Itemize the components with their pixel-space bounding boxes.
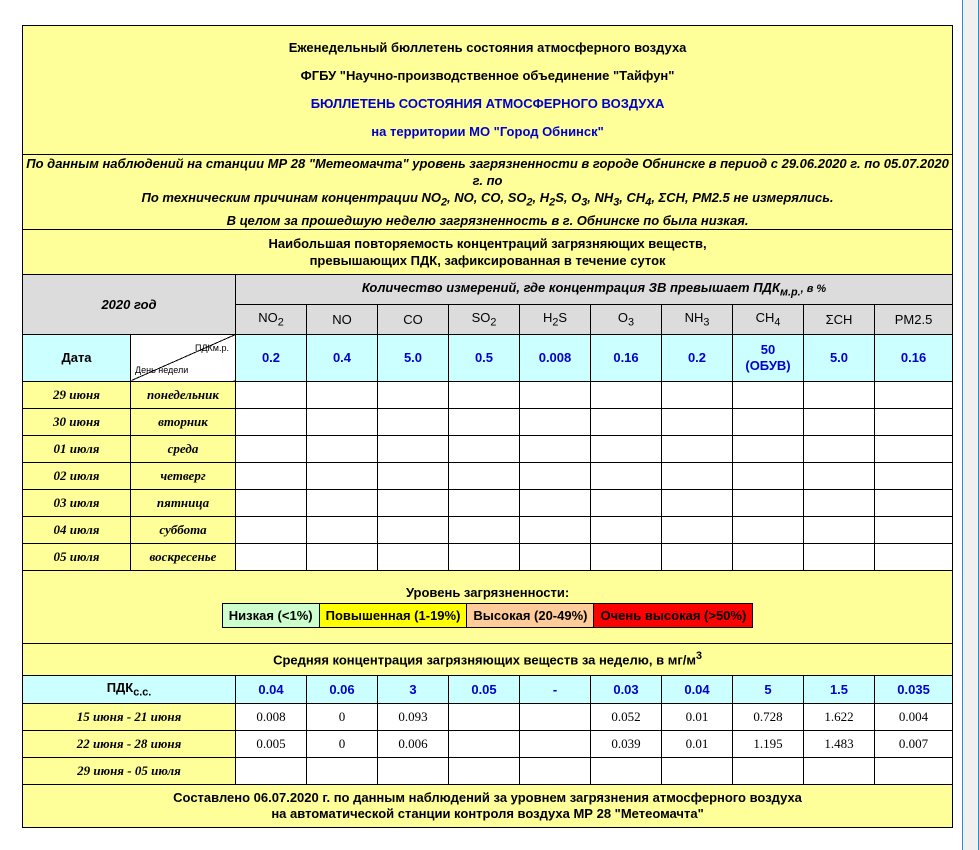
day-cell <box>875 489 953 516</box>
weekly-value: 0.007 <box>875 730 953 757</box>
day-cell <box>449 435 520 462</box>
weekly-value <box>804 757 875 784</box>
weekly-period: 29 июня - 05 июля <box>23 757 236 784</box>
header-title: БЮЛЛЕТЕНЬ СОСТОЯНИЯ АТМОСФЕРНОГО ВОЗДУХА <box>310 96 665 111</box>
day-cell <box>875 381 953 408</box>
date-label: Дата <box>23 334 131 381</box>
day-cell <box>378 543 449 570</box>
weekly-value: 0.01 <box>662 730 733 757</box>
day-cell <box>662 435 733 462</box>
weekly-value: 1.195 <box>733 730 804 757</box>
level-cell <box>23 570 953 643</box>
weekly-value <box>520 757 591 784</box>
pdk-ss-label-sub: с.с. <box>133 686 152 699</box>
day-row <box>23 462 953 489</box>
summary-cell <box>23 155 953 230</box>
weekly-value <box>449 730 520 757</box>
weekly-title-text: Средняя концентрация загрязняющих веществ за неделю, в мг/м <box>273 652 696 668</box>
day-cell <box>378 435 449 462</box>
level-high: Высокая (20-49%) <box>467 604 594 628</box>
day-weekday: пятница <box>131 489 236 516</box>
weekly-value <box>591 757 662 784</box>
day-cell <box>236 543 307 570</box>
day-cell <box>733 435 804 462</box>
day-cell <box>662 516 733 543</box>
count-title-sub: м.р. <box>779 286 801 299</box>
weekly-value <box>449 757 520 784</box>
day-cell <box>236 435 307 462</box>
day-row <box>23 543 953 570</box>
pdk-mr-nh3: 0.2 <box>662 334 733 381</box>
day-row <box>23 435 953 462</box>
day-weekday: среда <box>131 435 236 462</box>
weekday-label: День недели <box>135 364 189 375</box>
day-cell <box>804 516 875 543</box>
day-cell <box>875 516 953 543</box>
weekly-value: 0.01 <box>662 703 733 730</box>
day-cell <box>520 408 591 435</box>
weekly-value: 0.005 <box>236 730 307 757</box>
day-cell <box>875 408 953 435</box>
day-cell <box>804 435 875 462</box>
day-cell <box>804 489 875 516</box>
col-o3: $O_3$ <box>591 304 662 334</box>
pdk-ss-no2: 0.04 <box>236 675 307 703</box>
col-ch4: $CH_4$ <box>733 304 804 334</box>
day-cell <box>733 462 804 489</box>
pdk-ss-sum-ch: 1.5 <box>804 675 875 703</box>
day-cell <box>449 381 520 408</box>
weekly-value: 0.728 <box>733 703 804 730</box>
day-cell <box>804 462 875 489</box>
weekly-value: 1.483 <box>804 730 875 757</box>
header-line-1: Еженедельный бюллетень состояния атмосферного воздуха <box>288 40 687 55</box>
weekly-value <box>378 757 449 784</box>
day-cell <box>804 381 875 408</box>
day-cell <box>662 462 733 489</box>
day-weekday: понедельник <box>131 381 236 408</box>
weekly-value <box>875 757 953 784</box>
day-cell <box>307 462 378 489</box>
day-row <box>23 489 953 516</box>
day-cell <box>236 489 307 516</box>
day-date: 29 июня <box>23 381 131 408</box>
day-cell <box>378 408 449 435</box>
weekly-value: 0 <box>307 730 378 757</box>
recurrence-title-line-2: превышающих ПДК, зафиксированная в течение суток <box>309 252 666 268</box>
pdk-ss-ch4: 5 <box>733 675 804 703</box>
day-date: 30 июня <box>23 408 131 435</box>
weekly-row <box>23 730 953 757</box>
pdk-ss-pm25: 0.035 <box>875 675 953 703</box>
pdk-mr-sum-ch: 5.0 <box>804 334 875 381</box>
weekly-value: 0.004 <box>875 703 953 730</box>
day-cell <box>449 462 520 489</box>
day-date: 02 июля <box>23 462 131 489</box>
day-cell <box>378 462 449 489</box>
weekly-value <box>236 757 307 784</box>
footer-cell <box>23 784 953 827</box>
pdk-ss-o3: 0.03 <box>591 675 662 703</box>
pdk-mr-ch4-value: 50 <box>760 341 776 357</box>
day-cell <box>236 516 307 543</box>
year-cell: 2020 год <box>23 274 236 334</box>
day-cell <box>520 489 591 516</box>
day-cell <box>520 435 591 462</box>
pdk-mr-label: ПДКм.р. <box>194 342 229 353</box>
count-title <box>236 274 953 304</box>
level-elevated: Повышенная (1-19%) <box>319 604 467 628</box>
day-weekday: воскресенье <box>131 543 236 570</box>
day-cell <box>591 381 662 408</box>
weekly-value <box>520 703 591 730</box>
day-cell <box>591 408 662 435</box>
col-nh3: $NH_3$ <box>662 304 733 334</box>
weekly-value: 0 <box>307 703 378 730</box>
weekly-value: 0.052 <box>591 703 662 730</box>
weekly-value: 0.006 <box>378 730 449 757</box>
footer-line-2: на автоматической станции контроля воздуха МР 28 "Метеомачта" <box>271 805 704 821</box>
pdk-mr-pm25: 0.16 <box>875 334 953 381</box>
summary-line-1: По данным наблюдений на станции МР 28 "Метеомачта" уровень загрязненности в городе Обнинске в период с 29.06.2020 г. по 05.07.2020 г. по <box>26 156 949 188</box>
day-cell <box>520 381 591 408</box>
day-cell <box>804 543 875 570</box>
footer-line-1: Составлено 06.07.2020 г. по данным наблюдений за уровнем загрязнения атмосферного воздуха <box>173 789 802 805</box>
pdk-ss-label <box>23 675 236 703</box>
weekly-period: 22 июня - 28 июня <box>23 730 236 757</box>
day-cell <box>378 516 449 543</box>
day-date: 05 июля <box>23 543 131 570</box>
day-cell <box>520 516 591 543</box>
weekly-title-sup: 3 <box>695 650 702 663</box>
pdk-mr-no: 0.4 <box>307 334 378 381</box>
level-low: Низкая (<1%) <box>222 604 319 628</box>
weekly-value <box>449 703 520 730</box>
day-cell <box>307 381 378 408</box>
pdk-ss-no: 0.06 <box>307 675 378 703</box>
day-cell <box>236 462 307 489</box>
col-h2s: $H_2S$ <box>520 304 591 334</box>
day-cell <box>307 489 378 516</box>
col-pm25: PM2.5 <box>875 304 953 334</box>
level-title: Уровень загрязненности: <box>405 585 570 601</box>
pdk-mr-so2: 0.5 <box>449 334 520 381</box>
day-cell <box>236 381 307 408</box>
recurrence-title-line-1: Наибольшая повторяемость концентраций загрязняющих веществ, <box>268 235 707 251</box>
weekly-value: 1.622 <box>804 703 875 730</box>
pdk-ss-label-text: ПДК <box>106 679 134 695</box>
day-row <box>23 408 953 435</box>
day-cell <box>307 408 378 435</box>
day-cell <box>378 381 449 408</box>
level-very-high: Очень высокая (>50%) <box>594 604 753 628</box>
day-cell <box>236 408 307 435</box>
weekly-row <box>23 703 953 730</box>
col-co: CO <box>378 304 449 334</box>
day-cell <box>449 543 520 570</box>
weekly-value <box>520 730 591 757</box>
weekly-value <box>733 757 804 784</box>
day-cell <box>520 543 591 570</box>
summary-line-2-prefix: По техническим причинам концентрации <box>141 190 418 205</box>
day-cell <box>520 462 591 489</box>
day-cell <box>662 543 733 570</box>
weekly-value: 0.093 <box>378 703 449 730</box>
count-title-suffix: , в % <box>800 282 827 295</box>
scrollbar-track[interactable] <box>963 0 978 850</box>
header-cell <box>23 26 953 155</box>
col-no2: $NO_2$ <box>236 304 307 334</box>
header-territory: на территории МО "Город Обнинск" <box>371 124 604 139</box>
day-cell <box>662 381 733 408</box>
day-cell <box>591 435 662 462</box>
day-weekday: четверг <box>131 462 236 489</box>
day-cell <box>591 489 662 516</box>
day-cell <box>591 543 662 570</box>
day-cell <box>875 462 953 489</box>
day-cell <box>875 435 953 462</box>
day-cell <box>307 543 378 570</box>
pdk-mr-h2s: 0.008 <box>520 334 591 381</box>
pdk-ss-so2: 0.05 <box>449 675 520 703</box>
day-cell <box>733 408 804 435</box>
pdk-ss-h2s: - <box>520 675 591 703</box>
day-cell <box>733 381 804 408</box>
day-cell <box>875 543 953 570</box>
weekly-value: 0.039 <box>591 730 662 757</box>
pdk-mr-co: 5.0 <box>378 334 449 381</box>
day-row <box>23 381 953 408</box>
day-weekday: суббота <box>131 516 236 543</box>
level-legend <box>222 603 754 628</box>
day-cell <box>733 516 804 543</box>
summary-line-2-suffix: не измерялись. <box>733 190 834 205</box>
pdk-ss-co: 3 <box>378 675 449 703</box>
day-cell <box>733 543 804 570</box>
header-line-2: ФГБУ "Научно-производственное объединение "Тайфун" <box>300 68 675 83</box>
summary-line-3: В целом за прошедшую неделю загрязненность в г. Обнинске по была низкая. <box>226 212 749 228</box>
recurrence-title <box>23 229 953 274</box>
weekly-period: 15 июня - 21 июня <box>23 703 236 730</box>
day-cell <box>449 489 520 516</box>
count-title-text: Количество измерений, где концентрация ЗВ превышает ПДК <box>361 279 780 295</box>
weekly-title <box>23 643 953 675</box>
day-cell <box>662 408 733 435</box>
day-row <box>23 516 953 543</box>
pdk-mr-no2: 0.2 <box>236 334 307 381</box>
day-cell <box>591 516 662 543</box>
col-so2: $SO_2$ <box>449 304 520 334</box>
day-date: 04 июля <box>23 516 131 543</box>
bulletin-table <box>22 25 953 828</box>
col-no: NO <box>307 304 378 334</box>
scrollbar[interactable] <box>962 0 979 850</box>
day-cell <box>378 489 449 516</box>
pdk-ss-nh3: 0.04 <box>662 675 733 703</box>
diagonal-header <box>131 334 236 381</box>
day-cell <box>591 462 662 489</box>
day-cell <box>307 516 378 543</box>
day-cell <box>449 408 520 435</box>
col-sum-ch: ΣCH <box>804 304 875 334</box>
pdk-mr-ch4 <box>733 334 804 381</box>
day-date: 01 июля <box>23 435 131 462</box>
day-cell <box>804 408 875 435</box>
pdk-mr-ch4-note: (ОБУВ) <box>745 357 791 373</box>
weekly-value: 0.008 <box>236 703 307 730</box>
pdk-mr-o3: 0.16 <box>591 334 662 381</box>
weekly-value <box>662 757 733 784</box>
day-weekday: вторник <box>131 408 236 435</box>
day-cell <box>307 435 378 462</box>
summary-line-2: По техническим причинам концентрации $NO_2$, NO, CO, $SO_2$, $H_2S$, $O_3$, $NH_3$, $CH_4$, ΣCH, PM2.5 не измерялись. <box>141 190 834 209</box>
weekly-value <box>307 757 378 784</box>
weekly-row <box>23 757 953 784</box>
day-cell <box>449 516 520 543</box>
day-date: 03 июля <box>23 489 131 516</box>
day-cell <box>733 489 804 516</box>
day-cell <box>662 489 733 516</box>
